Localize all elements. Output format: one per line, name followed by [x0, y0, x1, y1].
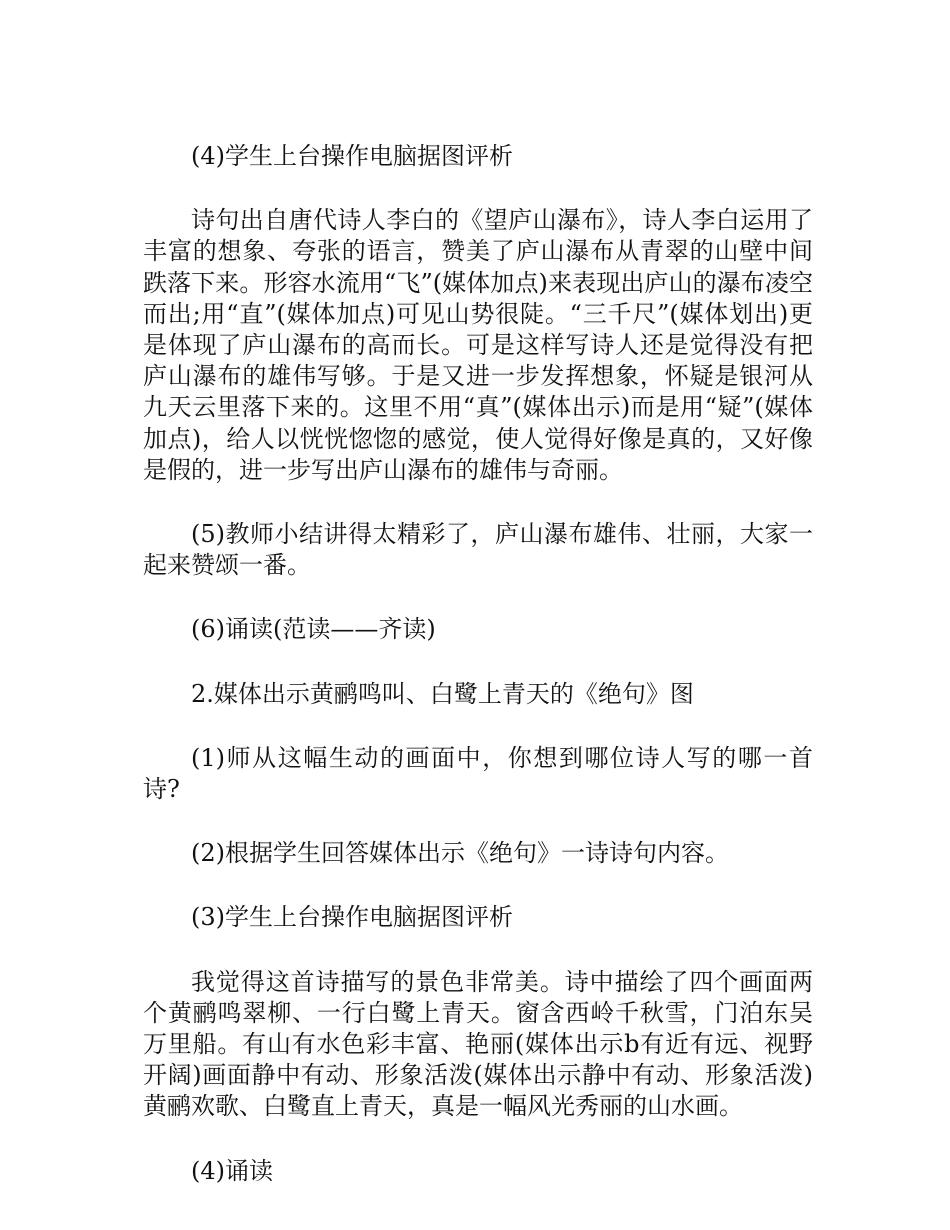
paragraph-step-4-analysis: (4)学生上台操作电脑据图评析	[191, 142, 513, 170]
paragraph-recitation-model: (6)诵读(范读——齐读)	[191, 615, 436, 644]
paragraph-recitation: (4)诵读	[191, 1156, 273, 1185]
paragraph-teacher-summary: (5)教师小结讲得太精彩了，庐山瀑布雄伟、壮丽，大家一起来赞颂一番。	[143, 520, 813, 580]
paragraph-section-2-heading: 2.媒体出示黄鹂鸣叫、白鹭上青天的《绝句》图	[191, 679, 694, 708]
paragraph-jueju-commentary: 我觉得这首诗描写的景色非常美。诗中描绘了四个画面两个黄鹂鸣翠柳、一行白鹭上青天。窗含西岭千秋雪，门泊东吴万里船。有山有水色彩丰富、艳丽(媒体出示b有近有远、视野开阔)画面静中有动、形象活泼(媒体出示静中有动、形象活泼)黄鹂欢歌、白鹭直上青天，真是一幅风光秀丽的山水画。	[143, 967, 813, 1121]
paragraph-show-poem: (2)根据学生回答媒体出示《绝句》一诗诗句内容。	[191, 839, 729, 868]
paragraph-step-3-analysis: (3)学生上台操作电脑据图评析	[191, 903, 513, 932]
paragraph-teacher-question: (1)师从这幅生动的画面中，你想到哪位诗人写的哪一首诗?	[143, 743, 813, 804]
paragraph-lushan-commentary: 诗句出自唐代诗人李白的《望庐山瀑布》，诗人李白运用了丰富的想象、夸张的语言，赞美了庐山瀑布从青翠的山壁中间跌落下来。形容水流用“飞”(媒体加点)来表现出庐山的瀑布凌空而出;用“直”(媒体加点)可见山势很陡。“三千尺”(媒体划出)更是体现了庐山瀑布的高而长。可是这样写诗人还是觉得没有把庐山瀑布的雄伟写够。于是又进一步发挥想象，怀疑是银河从九天云里落下来的。这里不用“真”(媒体出示)而是用“疑”(媒体加点)，给人以恍恍惚惚的感觉，使人觉得好像是真的，又好像是假的，进一步写出庐山瀑布的雄伟与奇丽。	[143, 206, 813, 484]
document-page	[143, 141, 813, 1220]
